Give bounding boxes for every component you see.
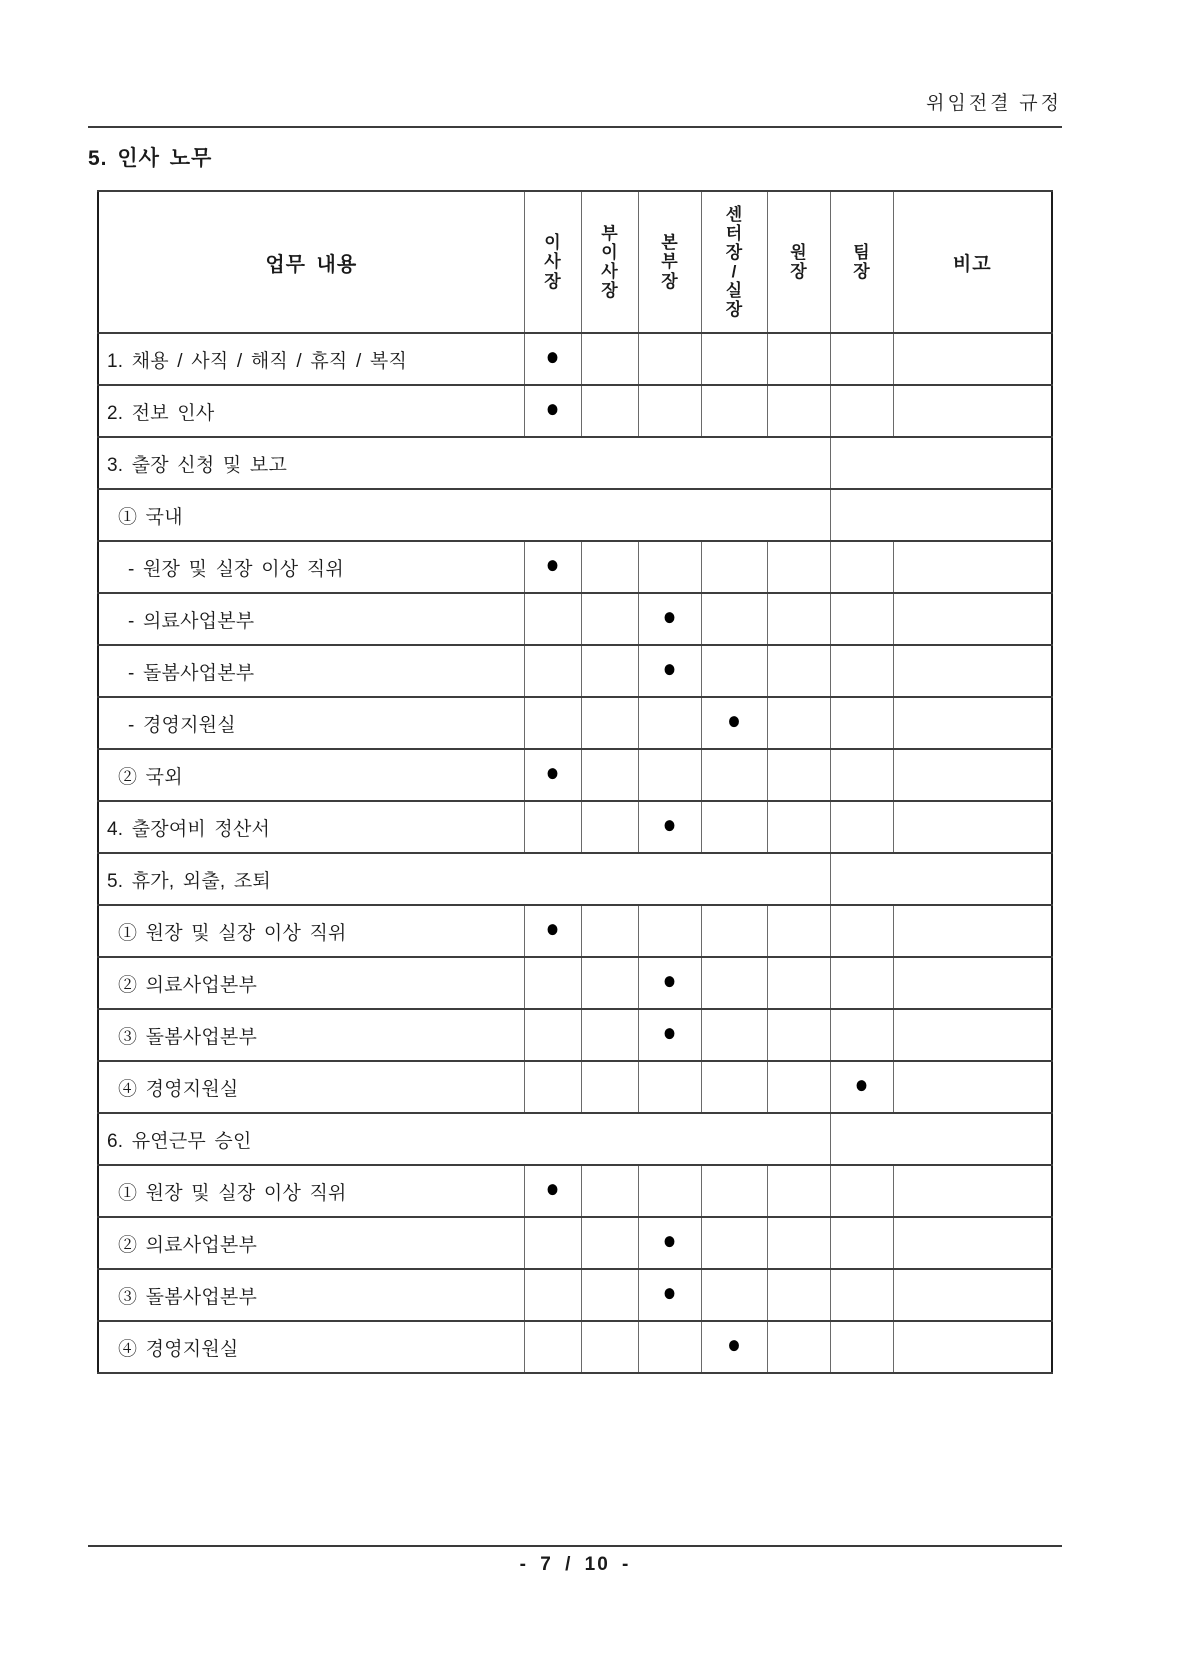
remark-cell — [893, 1165, 1052, 1217]
approval-cell — [830, 801, 893, 853]
remark-cell — [893, 645, 1052, 697]
approval-cell — [701, 645, 767, 697]
approval-cell — [767, 1217, 830, 1269]
approver-header-char: / — [731, 262, 737, 281]
approval-cell — [830, 1217, 893, 1269]
approval-cell — [524, 1269, 581, 1321]
approval-dot-cell: ● — [524, 905, 581, 957]
approval-dot-cell: ● — [524, 541, 581, 593]
approval-cell — [701, 333, 767, 385]
approver-header-char: 장 — [661, 271, 678, 291]
approval-dot-cell: ● — [638, 593, 701, 645]
approval-dot-cell: ● — [638, 645, 701, 697]
approval-cell — [701, 385, 767, 437]
approval-dot-cell: ● — [524, 385, 581, 437]
approver-header-char: 장 — [725, 242, 743, 262]
column-header-approver — [701, 191, 767, 333]
approval-cell — [638, 749, 701, 801]
approval-cell — [830, 1009, 893, 1061]
approval-dot-cell: ● — [638, 957, 701, 1009]
approval-cell — [524, 801, 581, 853]
approval-cell — [638, 1165, 701, 1217]
table-row — [98, 1061, 1052, 1113]
table-header-row — [98, 191, 1052, 333]
approval-dot-cell: ● — [638, 1217, 701, 1269]
table-row — [98, 1113, 1052, 1165]
approval-cell — [830, 749, 893, 801]
approval-cell — [638, 385, 701, 437]
approval-cell — [830, 333, 893, 385]
approval-cell — [581, 1269, 638, 1321]
page-number: - 7 / 10 - — [519, 1554, 631, 1575]
header-divider — [88, 126, 1062, 128]
remark-cell — [893, 593, 1052, 645]
approval-cell — [767, 1061, 830, 1113]
table-row — [98, 957, 1052, 1009]
approver-header-char: 장 — [601, 281, 618, 301]
approval-cell — [524, 957, 581, 1009]
remark-cell — [893, 957, 1052, 1009]
approver-header-char: 이 — [544, 233, 561, 253]
approval-cell — [581, 593, 638, 645]
column-header-approver — [638, 191, 701, 333]
footer-divider — [88, 1545, 1062, 1547]
approval-cell — [830, 645, 893, 697]
approval-cell — [638, 1061, 701, 1113]
approval-dot-cell: ● — [830, 1061, 893, 1113]
approval-cell — [701, 1165, 767, 1217]
approval-cell — [701, 957, 767, 1009]
remark-cell — [893, 1009, 1052, 1061]
approver-header-char: 실 — [725, 281, 743, 301]
approver-header-char: 장 — [790, 262, 807, 281]
approval-cell — [701, 905, 767, 957]
approval-cell — [581, 541, 638, 593]
task-cell: ③ 돌봄사업본부 — [98, 1009, 524, 1061]
approval-cell — [767, 1269, 830, 1321]
section-title: 5. 인사 노무 — [88, 147, 213, 170]
approval-cell — [701, 749, 767, 801]
document-header — [88, 88, 1062, 115]
approval-cell — [524, 1061, 581, 1113]
task-cell: ② 의료사업본부 — [98, 1217, 524, 1269]
approval-cell — [581, 385, 638, 437]
approval-cell — [830, 1321, 893, 1373]
task-cell: - 의료사업본부 — [98, 593, 524, 645]
table-row — [98, 853, 1052, 905]
task-cell: - 원장 및 실장 이상 직위 — [98, 541, 524, 593]
table-row — [98, 385, 1052, 437]
approval-cell — [581, 1165, 638, 1217]
approver-header-char: 사 — [601, 262, 618, 281]
remark-cell — [893, 1061, 1052, 1113]
approval-cell — [638, 541, 701, 593]
approval-cell — [767, 541, 830, 593]
task-cell: ③ 돌봄사업본부 — [98, 1269, 524, 1321]
remark-cell — [893, 1217, 1052, 1269]
table-row — [98, 645, 1052, 697]
approval-cell — [524, 697, 581, 749]
approval-cell — [767, 1165, 830, 1217]
column-header-approver — [581, 191, 638, 333]
column-header-approver — [830, 191, 893, 333]
table-row — [98, 593, 1052, 645]
approval-matrix-table — [97, 190, 1053, 1374]
approver-header-char: 부 — [601, 223, 618, 243]
table-row — [98, 1009, 1052, 1061]
column-header-approver — [767, 191, 830, 333]
approval-cell — [701, 1269, 767, 1321]
table-row — [98, 541, 1052, 593]
approval-cell — [581, 1009, 638, 1061]
task-cell: 6. 유연근무 승인 — [98, 1113, 830, 1165]
table-row — [98, 437, 1052, 489]
approval-cell — [767, 333, 830, 385]
task-cell: 4. 출장여비 정산서 — [98, 801, 524, 853]
task-cell: ② 의료사업본부 — [98, 957, 524, 1009]
approver-header-char: 장 — [544, 271, 561, 291]
approver-header-char: 장 — [853, 262, 870, 281]
approval-cell — [830, 593, 893, 645]
remark-cell — [893, 749, 1052, 801]
approver-header-char: 팀 — [853, 242, 870, 262]
approval-cell — [830, 541, 893, 593]
remark-cell — [893, 905, 1052, 957]
approval-cell — [830, 697, 893, 749]
table-row — [98, 905, 1052, 957]
approval-dot-cell: ● — [638, 1269, 701, 1321]
approval-cell — [581, 645, 638, 697]
approval-cell — [701, 1061, 767, 1113]
table-row — [98, 333, 1052, 385]
approval-cell — [524, 1217, 581, 1269]
table-row — [98, 1165, 1052, 1217]
approval-cell — [701, 1009, 767, 1061]
approval-cell — [767, 749, 830, 801]
approval-cell — [524, 1009, 581, 1061]
approval-dot-cell: ● — [638, 1009, 701, 1061]
task-cell: 1. 채용 / 사직 / 해직 / 휴직 / 복직 — [98, 333, 524, 385]
table-row — [98, 489, 1052, 541]
approval-dot-cell: ● — [701, 1321, 767, 1373]
approval-cell — [701, 593, 767, 645]
approval-cell — [767, 385, 830, 437]
remark-cell — [830, 437, 1052, 489]
approval-cell — [767, 593, 830, 645]
approval-dot-cell: ● — [638, 801, 701, 853]
approval-cell — [767, 905, 830, 957]
table-row — [98, 697, 1052, 749]
approver-header-char: 원 — [790, 242, 807, 262]
approver-header-char: 본 — [661, 233, 678, 253]
approval-cell — [581, 1217, 638, 1269]
table-row — [98, 749, 1052, 801]
approval-cell — [638, 1321, 701, 1373]
task-cell: ① 국내 — [98, 489, 830, 541]
approval-cell — [638, 697, 701, 749]
approval-cell — [581, 1321, 638, 1373]
table-row — [98, 1217, 1052, 1269]
approval-cell — [581, 749, 638, 801]
table-row — [98, 801, 1052, 853]
remark-cell — [893, 333, 1052, 385]
remark-cell — [893, 1269, 1052, 1321]
remark-cell — [893, 697, 1052, 749]
approval-cell — [830, 957, 893, 1009]
remark-cell — [830, 853, 1052, 905]
remark-cell — [893, 385, 1052, 437]
approval-dot-cell: ● — [524, 749, 581, 801]
approval-cell — [638, 905, 701, 957]
approver-header-char: 터 — [725, 223, 743, 243]
approval-cell — [701, 541, 767, 593]
approval-cell — [830, 1269, 893, 1321]
approval-cell — [701, 1217, 767, 1269]
approver-header-char: 센 — [725, 204, 743, 224]
approval-cell — [767, 645, 830, 697]
approval-cell — [524, 645, 581, 697]
approval-dot-cell: ● — [701, 697, 767, 749]
task-cell: 2. 전보 인사 — [98, 385, 524, 437]
approval-cell — [581, 957, 638, 1009]
remark-cell — [830, 489, 1052, 541]
column-header-approver — [524, 191, 581, 333]
approval-cell — [830, 905, 893, 957]
remark-cell — [830, 1113, 1052, 1165]
approval-cell — [581, 697, 638, 749]
approval-cell — [830, 1165, 893, 1217]
task-cell: ④ 경영지원실 — [98, 1061, 524, 1113]
remark-cell — [893, 541, 1052, 593]
approval-dot-cell: ● — [524, 1165, 581, 1217]
approval-cell — [581, 905, 638, 957]
remark-cell — [893, 801, 1052, 853]
task-cell: 3. 출장 신청 및 보고 — [98, 437, 830, 489]
approver-header-char: 사 — [544, 252, 561, 272]
task-cell: ① 원장 및 실장 이상 직위 — [98, 1165, 524, 1217]
remark-cell — [893, 1321, 1052, 1373]
approval-cell — [581, 801, 638, 853]
approval-cell — [701, 801, 767, 853]
table-row — [98, 1269, 1052, 1321]
table-body — [98, 333, 1052, 1373]
approval-cell — [638, 333, 701, 385]
document-header-title: 위임전결 규정 — [926, 93, 1062, 114]
task-cell: ① 원장 및 실장 이상 직위 — [98, 905, 524, 957]
approval-cell — [767, 697, 830, 749]
column-header-task: 업무 내용 — [98, 191, 524, 333]
column-header-remark: 비고 — [893, 191, 1052, 333]
approver-header-char: 이 — [601, 242, 618, 262]
table-row — [98, 1321, 1052, 1373]
task-cell: ④ 경영지원실 — [98, 1321, 524, 1373]
approval-cell — [524, 1321, 581, 1373]
approval-dot-cell: ● — [524, 333, 581, 385]
approval-cell — [581, 333, 638, 385]
approval-cell — [767, 1009, 830, 1061]
task-cell: - 경영지원실 — [98, 697, 524, 749]
approval-cell — [581, 1061, 638, 1113]
approval-cell — [830, 385, 893, 437]
approval-cell — [524, 593, 581, 645]
task-cell: 5. 휴가, 외출, 조퇴 — [98, 853, 830, 905]
task-cell: ② 국외 — [98, 749, 524, 801]
approver-header-char: 장 — [725, 300, 743, 320]
approval-cell — [767, 801, 830, 853]
approval-cell — [767, 957, 830, 1009]
approver-header-char: 부 — [661, 252, 678, 272]
task-cell: - 돌봄사업본부 — [98, 645, 524, 697]
approval-cell — [767, 1321, 830, 1373]
